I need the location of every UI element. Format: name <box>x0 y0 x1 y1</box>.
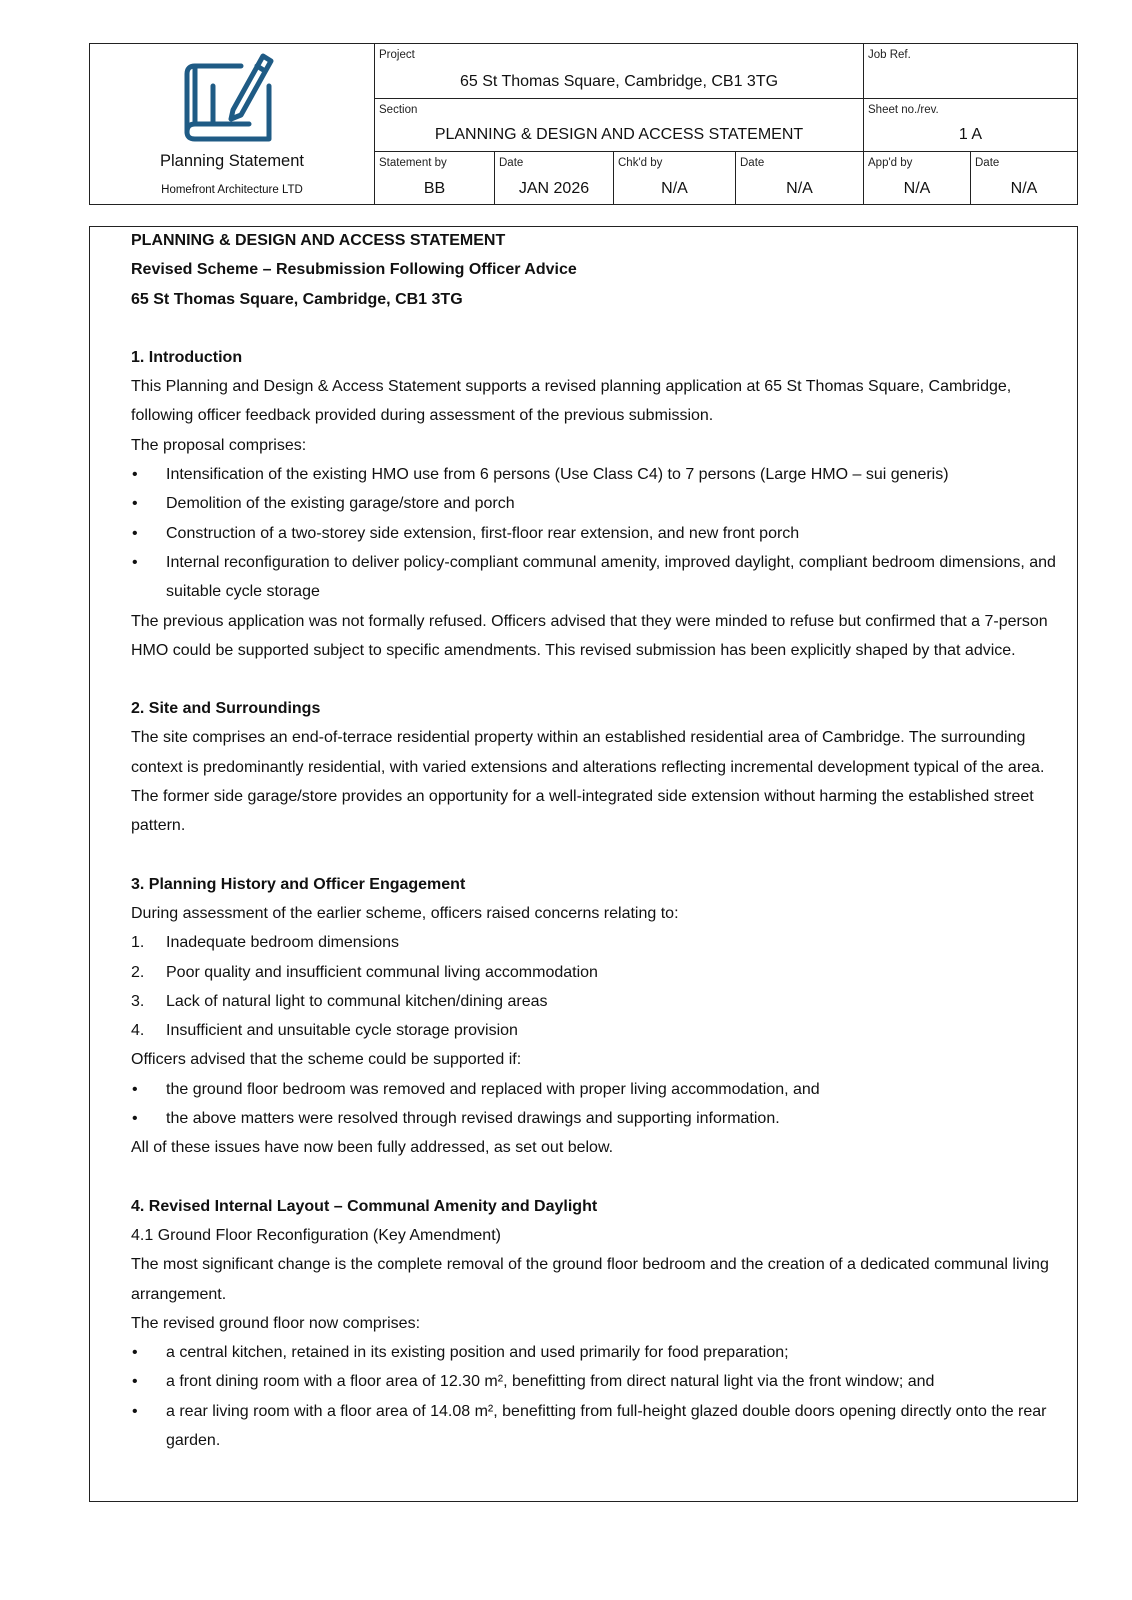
list-item-text: Internal reconfiguration to deliver policy-compliant communal amenity, improved daylight, compliant bedroom dimensions, and suitable cycle storage <box>166 553 1056 601</box>
approved-by-cell <box>864 152 970 204</box>
paragraph: The most significant change is the complete removal of the ground floor bedroom and the creation of a dedicated communal living arrangement. <box>131 1256 1049 1303</box>
list-item-text: Inadequate bedroom dimensions <box>166 934 400 952</box>
section-value: PLANNING & DESIGN AND ACCESS STATEMENT <box>434 126 804 143</box>
checked-date-label: Date <box>740 157 765 169</box>
statement-by-label: Statement by <box>379 157 447 169</box>
list-item: • Intensification of the existing HMO use from 6 persons (Use Class C4) to 7 persons (Large HMO – sui generis) <box>132 466 949 484</box>
approved-date-value: N/A <box>1010 180 1038 197</box>
document-subtitle: Revised Scheme – Resubmission Following Officer Advice <box>131 261 577 279</box>
company-name: Homefront Architecture LTD <box>161 184 303 196</box>
project-value: 65 St Thomas Square, Cambridge, CB1 3TG <box>459 73 779 90</box>
numbered-item: 3. Lack of natural light to communal kitchen/dining areas <box>131 992 548 1010</box>
section-heading: 2. Site and Surroundings <box>131 700 321 718</box>
list-item: • a front dining room with a floor area of 12.30 m², benefitting from direct natural light via the front window; and <box>132 1373 935 1391</box>
list-item: • the ground floor bedroom was removed and replaced with proper living accommodation, and <box>132 1080 820 1098</box>
document-body <box>131 226 1071 1455</box>
paragraph: The previous application was not formally refused. Officers advised that they were minded to refuse but confirmed that a 7-person HMO could be supported subject to specific amendments. This revised submission has been explicitly shaped by that advice. <box>131 612 1048 659</box>
approved-by-label: App'd by <box>868 157 913 169</box>
date-cell <box>495 152 613 204</box>
approved-date-label: Date <box>975 157 1000 169</box>
paragraph: During assessment of the earlier scheme, officers raised concerns relating to: <box>131 904 679 922</box>
paragraph: Officers advised that the scheme could be supported if: <box>131 1051 522 1069</box>
sheet-value: 1 A <box>958 126 983 143</box>
numbered-item: 4. Insufficient and unsuitable cycle storage provision <box>131 1022 518 1040</box>
paragraph: The site comprises an end-of-terrace residential property within an established residential area of Cambridge. The surrounding context is predominantly residential, with varied extensions and alterations reflecting incremental development typical of the area. <box>131 729 1045 776</box>
list-item-text: a front dining room with a floor area of 12.30 m², benefitting from direct natural light via the front window; and <box>166 1373 935 1391</box>
section-label: Section <box>379 104 418 116</box>
checked-by-value: N/A <box>661 180 688 197</box>
paragraph: The proposal comprises: <box>131 436 307 454</box>
list-item-text: Construction of a two-storey side extension, first-floor rear extension, and new front porch <box>166 524 800 542</box>
blueprint-pencil-logo-icon <box>183 48 275 143</box>
list-item-text: Poor quality and insufficient communal living accommodation <box>166 963 598 981</box>
list-item-text: Intensification of the existing HMO use from 6 persons (Use Class C4) to 7 persons (Large HMO – sui generis) <box>166 466 949 484</box>
checked-date-cell <box>736 152 863 204</box>
section-heading: 1. Introduction <box>131 348 243 366</box>
approved-by-value: N/A <box>903 180 931 197</box>
list-item: • Construction of a two-storey side extension, first-floor rear extension, and new front porch <box>132 524 800 542</box>
numbered-item: 2. Poor quality and insufficient communal living accommodation <box>131 963 598 981</box>
section-heading: 4. Revised Internal Layout – Communal Amenity and Daylight <box>131 1197 598 1215</box>
list-item-text: Lack of natural light to communal kitchen/dining areas <box>166 992 548 1010</box>
checked-by-cell <box>614 152 735 204</box>
paragraph: All of these issues have now been fully addressed, as set out below. <box>131 1139 614 1157</box>
sheet-cell <box>864 99 1077 151</box>
title-block <box>89 43 1078 205</box>
list-item: • a rear living room with a floor area of 14.08 m², benefitting from full-height glazed double doors opening directly onto the rear garden. <box>132 1402 1047 1449</box>
paragraph: This Planning and Design & Access Statement supports a revised planning application at 65 St Thomas Square, Cambridge, following officer feedback provided during assessment of the previous submission. <box>131 378 1012 425</box>
logo-title: Planning Statement <box>159 152 304 170</box>
document-address: 65 St Thomas Square, Cambridge, CB1 3TG <box>131 290 463 308</box>
list-item-text: Insufficient and unsuitable cycle storage provision <box>166 1022 518 1040</box>
statement-by-cell <box>375 152 494 204</box>
section-heading: 3. Planning History and Officer Engagement <box>131 875 466 893</box>
list-item: • a central kitchen, retained in its existing position and used primarily for food preparation; <box>132 1344 789 1362</box>
list-item-text: a central kitchen, retained in its existing position and used primarily for food preparation; <box>166 1344 789 1362</box>
paragraph: The revised ground floor now comprises: <box>131 1314 421 1332</box>
numbered-item: 1. Inadequate bedroom dimensions <box>131 934 400 952</box>
project-label: Project <box>379 49 415 61</box>
list-item: • Internal reconfiguration to deliver policy-compliant communal amenity, improved daylight, compliant bedroom dimensions, and suitable cycle storage <box>132 553 1056 601</box>
list-item-text: the ground floor bedroom was removed and replaced with proper living accommodation, and <box>166 1080 820 1098</box>
date-value: JAN 2026 <box>518 180 590 197</box>
job-ref-label: Job Ref. <box>868 49 911 61</box>
checked-date-value: N/A <box>786 180 813 197</box>
list-item: • the above matters were resolved through revised drawings and supporting information. <box>132 1110 780 1128</box>
section-cell <box>375 99 863 151</box>
project-cell <box>375 44 863 98</box>
date-label: Date <box>499 157 524 169</box>
statement-by-value: BB <box>423 180 446 197</box>
list-item: • Demolition of the existing garage/store and porch <box>132 495 515 513</box>
subsection-heading: 4.1 Ground Floor Reconfiguration (Key Amendment) <box>131 1226 501 1244</box>
document-title: PLANNING & DESIGN AND ACCESS STATEMENT <box>131 232 506 249</box>
checked-by-label: Chk'd by <box>618 157 663 169</box>
list-item-text: Demolition of the existing garage/store and porch <box>166 495 515 513</box>
paragraph: The former side garage/store provides an opportunity for a well-integrated side extension without harming the established street pattern. <box>131 788 1034 835</box>
approved-date-cell <box>971 152 1077 204</box>
list-item-text: a rear living room with a floor area of 14.08 m², benefitting from full-height glazed double doors opening directly onto the rear garden. <box>166 1402 1047 1449</box>
sheet-label: Sheet no./rev. <box>868 104 939 116</box>
job-ref-cell <box>864 44 1077 98</box>
list-item-text: the above matters were resolved through revised drawings and supporting information. <box>166 1110 780 1128</box>
